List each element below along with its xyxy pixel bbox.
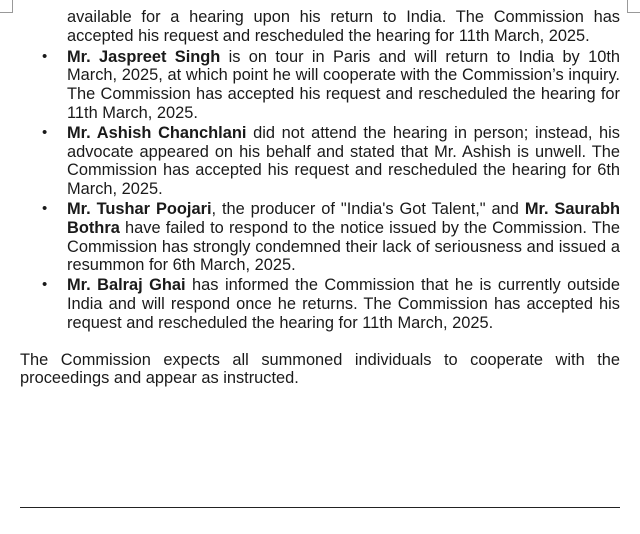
item-text: is on tour in Paris and will return to India by 10th March, 2025, at which point he will cooperate with the Commission’s inquiry. The Commission has accepted his request and rescheduled the hearing for 11th March, 2025.: [67, 47, 620, 122]
horizontal-rule: [20, 507, 620, 508]
bullet-icon: •: [42, 47, 48, 65]
bullet-icon: •: [42, 199, 48, 217]
page-corner-mark-right: [627, 0, 640, 13]
continuation-paragraph: available for a hearing upon his return to India. The Commission has accepted his request and rescheduled the hearing for 11th March, 2025.: [67, 8, 620, 45]
item-text: , the producer of "India's Got Talent," and: [211, 199, 525, 218]
closing-paragraph: The Commission expects all summoned individuals to cooperate with the proceedings and appear as instructed.: [20, 350, 620, 388]
document-page: [20, 8, 620, 388]
page-corner-mark-left: [0, 0, 13, 13]
list-item: [20, 276, 620, 332]
item-text-second: have failed to respond to the notice issued by the Commission. The Commission has strongly condemned their lack of seriousness and issued a resummon for 6th March, 2025.: [67, 218, 620, 275]
person-name: Mr. Jaspreet Singh: [67, 47, 221, 66]
item-text: did not attend the hearing in person; instead, his advocate appeared on his behalf and stated that Mr. Ashish is unwell. The Commission has accepted his request and rescheduled the hearing for 6th March, 2025.: [67, 123, 620, 199]
bullet-icon: •: [42, 123, 48, 141]
person-name: Mr. Ashish Chanchlani: [67, 123, 247, 142]
list-item: [20, 48, 620, 123]
bullet-icon: •: [42, 276, 48, 294]
person-name-second: Mr. Saurabh Bothra: [67, 199, 620, 237]
person-name: Mr. Tushar Poojari: [67, 199, 212, 218]
list-item: [20, 200, 620, 275]
item-text: has informed the Commission that he is currently outside India and will respond once he returns. The Commission has accepted his request and rescheduled the hearing for 11th March, 2025.: [67, 276, 620, 332]
list-item: [20, 124, 620, 199]
summons-list: [20, 48, 620, 333]
person-name: Mr. Balraj Ghai: [67, 276, 186, 295]
